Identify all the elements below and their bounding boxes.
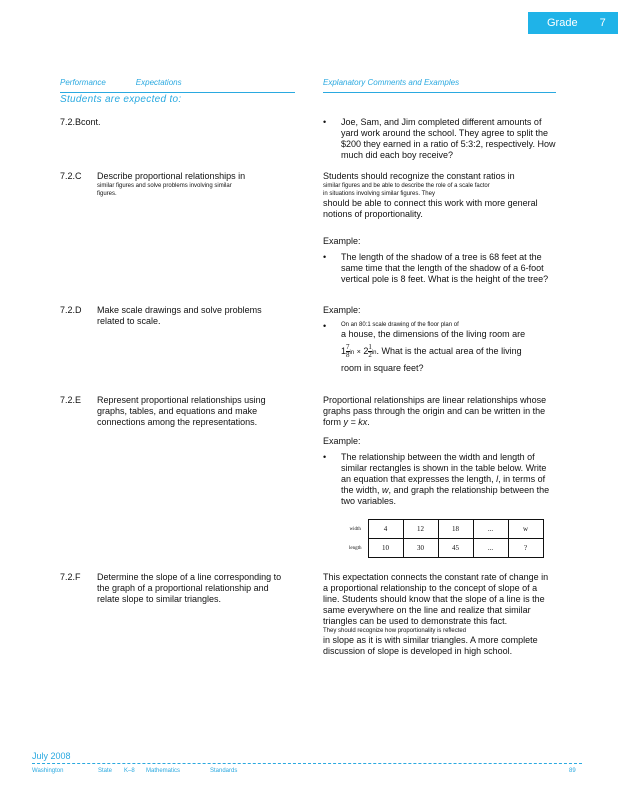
expectation-code: 7.2.E [60,395,82,405]
expectation-description: Represent proportional relationships using graphs, tables, and equations and make connections among the representations. [97,395,266,427]
table-cell: 4 [368,520,403,539]
table-cell: 12 [403,520,438,539]
bullet: • [323,252,327,262]
footer-subject: Mathematics [146,768,181,774]
expectation-code: 7.2.D [60,305,82,315]
table-row [343,539,543,558]
example-label: Example: [323,236,361,246]
table-row [343,520,543,539]
expectation-description: Make scale drawings and solve problems related to scale. [97,305,262,326]
bullet: • [323,321,327,331]
table-cell: ? [508,539,543,558]
explanatory-comments-heading: Explanatory Comments and Examples [323,78,460,87]
footer-date: July 2008 [32,751,71,761]
dimension-a-fraction: $\frac{7}{8}$ [346,343,350,360]
example-text: The length of the shadow of a tree is 68 feet at the same time that the length of the shadow of a 6-foot vertical pole is 8 feet. What is the height of the tree? [341,252,549,284]
dimension-b-whole: 2 [363,346,369,356]
footer-divider [32,763,582,764]
table-cell: ... [473,539,508,558]
explanatory-comment: Proportional relationships are linear relationships whose graphs pass through the origin and can be written in the form y = kx. [323,395,547,427]
page-number: 89 [569,768,576,774]
bullet: • [323,452,327,462]
bullet: • [323,117,327,127]
dimension-b-fraction: $\frac{1}{2}$ [368,343,372,360]
expectation-description: Determine the slope of a line corresponding to the graph of a proportional relationship and relate slope to similar triangles. [97,572,282,604]
row-label-width: width [349,526,361,532]
example-text: Joe, Sam, and Jim completed different amounts of yard work around the school. They agree to split the $200 they earned in a ratio of 5:3:2, respectively. How much did each boy receive? [341,117,556,160]
heading-divider-left [60,92,295,93]
example-text: The relationship between the width and length of similar rectangles is shown in the table below. Write an equation that expresses the length, l, in terms of the width, w, and graph the relationship between the two variables. [341,452,550,506]
table-cell: ... [473,520,508,539]
dimension-a-whole: 1 [341,346,347,356]
table-cell: 30 [403,539,438,558]
table-cell: 10 [368,539,403,558]
grade-number: 7 [599,17,606,29]
table-cell: 18 [438,520,473,539]
explanatory-comment: Students should recognize the constant ratios in similar figures and be able to describe the role of a scale factor in situations involving similar figures. They should be able to connect this work with more general notions of proportionality. [323,171,538,219]
footer-grades: K–8 [124,768,135,774]
footer-standards: Standards [210,768,238,774]
expectation-description: Describe proportional relationships in similar figures and solve problems involving similar figures. [97,171,246,197]
students-expected-heading: Students are expected to: [60,94,182,105]
explanatory-comment: This expectation connects the constant rate of change in a proportional relationship to the concept of slope of a line. Students should know that the slope of a line is the same everywhere on the line and realize that similar triangles can be used to demonstrate this fact. They should recognize how proportionality is reflected in slope as it is with similar triangles. A more complete discussion of slope is developed in high school. [323,572,549,656]
row-label-length: length [349,545,362,551]
footer-state-name: Washington [32,768,64,774]
expectation-code: 7.2.F [60,572,81,582]
table-cell: w [508,520,543,539]
heading-divider-right [323,92,556,93]
expectation-code: 7.2.C [60,171,82,181]
performance-expectations-heading: Performance Expectations [60,78,182,87]
example-label: Example: [323,436,361,446]
width-length-table [343,519,544,558]
example-text: On an 80:1 scale drawing of the floor plan of a house, the dimensions of the living room are 1 $\frac{7}{8}in \times 2$ $\frac{1}{2}in$. What is the actual area of the living room in square feet? [341,322,526,373]
expectation-code: 7.2.Bcont. [60,117,101,127]
grade-tab [528,12,618,34]
example-label: Example: [323,305,361,315]
table-cell: 45 [438,539,473,558]
grade-label: Grade [547,17,578,29]
footer-state: State [98,768,113,774]
